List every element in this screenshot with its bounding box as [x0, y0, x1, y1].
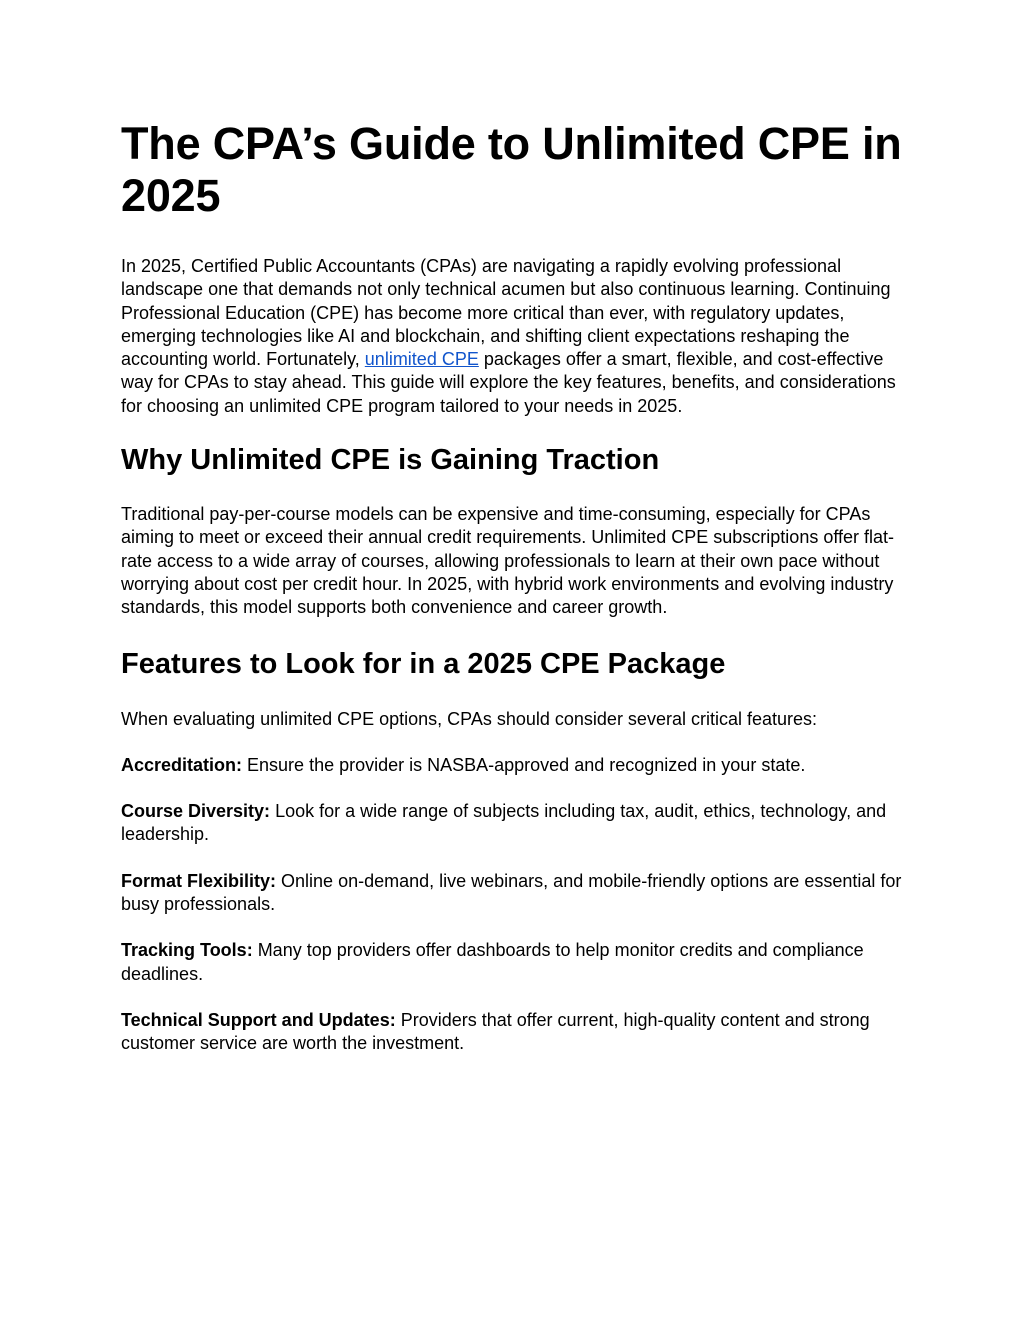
feature-label: Course Diversity:: [121, 801, 271, 822]
feature-text: Online on-demand, live webinars, and mobile-friendly options are essential for busy professionals.: [121, 870, 902, 915]
feature-text: Look for a wide range of subjects including tax, audit, ethics, technology, and leadership.: [121, 801, 887, 845]
intro-text-after-link: packages offer a smart, flexible, and cost-effective way for CPAs to stay ahead. This guide will explore the key features, benefits, and considerations for choosing an unlimited CPE program tailored to your needs in 2025.: [121, 349, 896, 416]
section-heading-features: Features to Look for in a 2025 CPE Package: [121, 647, 726, 680]
feature-label: Format Flexibility:: [121, 870, 277, 891]
feature-label: Tracking Tools:: [121, 940, 253, 961]
intro-text-before-link: In 2025, Certified Public Accountants (CPAs) are navigating a rapidly evolving professional landscape one that demands not only technical acumen but also continuous learning. Continuing Professional Education (CPE) has become more critical than ever, with regulatory updates, emerging technologies like AI and blockchain, and shifting client expectations reshaping the accounting world. Fortunately,: [121, 256, 891, 370]
page-title: The CPA’s Guide to Unlimited CPE in 2025: [121, 118, 902, 221]
feature-item-course-diversity: [121, 800, 911, 847]
feature-text: Providers that offer current, high-quality content and strong customer service are worth the investment.: [121, 1009, 870, 1054]
feature-item-format-flexibility: [121, 870, 911, 917]
feature-item-accreditation: [121, 754, 911, 777]
document-page: [121, 118, 911, 1056]
features-lead-paragraph: When evaluating unlimited CPE options, CPAs should consider several critical features:: [121, 708, 818, 729]
feature-text: Many top providers offer dashboards to help monitor credits and compliance deadlines.: [121, 940, 864, 984]
section-heading-why: Why Unlimited CPE is Gaining Traction: [121, 444, 660, 477]
intro-paragraph: [121, 255, 911, 418]
feature-text: Ensure the provider is NASBA-approved and recognized in your state.: [242, 754, 806, 775]
unlimited-cpe-link[interactable]: unlimited CPE: [364, 349, 479, 370]
feature-item-tracking-tools: [121, 939, 911, 986]
feature-label: Technical Support and Updates:: [121, 1009, 396, 1030]
feature-item-technical-support: [121, 1009, 911, 1056]
feature-label: Accreditation:: [121, 754, 243, 775]
section-why-paragraph: Traditional pay-per-course models can be expensive and time-consuming, especially for CPAs aiming to meet or exceed their annual credit requirements. Unlimited CPE subscriptions offer flat-rate access to a wide array of courses, allowing professionals to learn at their own pace without worrying about cost per credit hour. In 2025, with hybrid work environments and evolving industry standards, this model supports both convenience and career growth.: [121, 504, 895, 618]
